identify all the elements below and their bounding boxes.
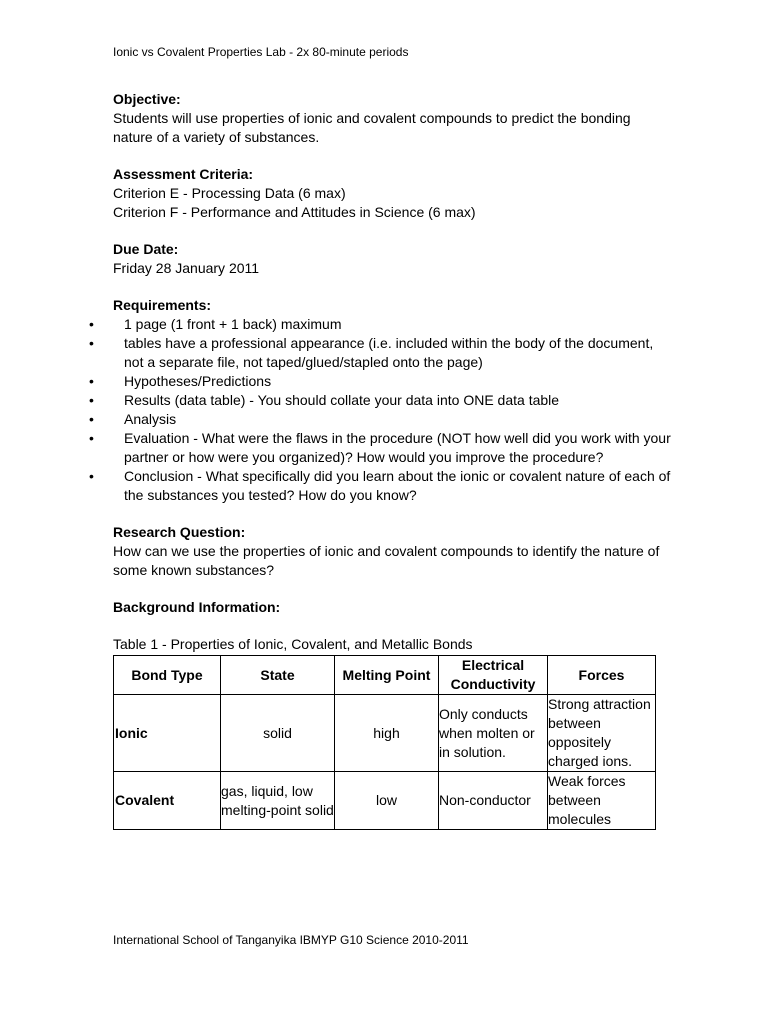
properties-table: [113, 655, 656, 830]
column-header: Electrical Conductivity: [439, 656, 548, 695]
table-cell: Ionic: [114, 695, 221, 772]
table-cell: Strong attraction between oppositely charged ions.: [548, 695, 656, 772]
column-header: State: [221, 656, 335, 695]
bullet-icon: •: [89, 411, 94, 427]
bullet-icon: •: [89, 335, 94, 351]
list-item: [89, 410, 673, 429]
requirement-text: 1 page (1 front + 1 back) maximum: [124, 316, 342, 332]
bullet-icon: •: [89, 430, 94, 446]
table-cell: Weak forces between molecules: [548, 772, 656, 830]
table-cell: solid: [221, 695, 335, 772]
table-cell: Only conducts when molten or in solution.: [439, 695, 548, 772]
list-item: [89, 372, 673, 391]
page-footer: International School of Tanganyika IBMYP G10 Science 2010-2011: [113, 933, 469, 947]
background-section: [113, 598, 673, 830]
assessment-section: [113, 165, 673, 222]
due-date-text: Friday 28 January 2011: [113, 260, 260, 276]
column-header: Forces: [548, 656, 656, 695]
list-item: [89, 429, 673, 467]
assessment-heading: Assessment Criteria:: [113, 166, 254, 182]
objective-section: [113, 90, 673, 147]
requirements-list: [89, 315, 673, 505]
table-cell: gas, liquid, low melting-point solid: [221, 772, 335, 830]
requirement-text: Analysis: [124, 411, 177, 427]
requirement-text: Evaluation - What were the flaws in the procedure (NOT how well did you work with your partner or how were you organized)? How would you improve the procedure?: [124, 430, 671, 465]
table-cell: low: [335, 772, 439, 830]
criterion-f: Criterion F - Performance and Attitudes in Science (6 max): [113, 204, 476, 220]
column-header: Melting Point: [335, 656, 439, 695]
list-item: [89, 391, 673, 410]
page-header: Ionic vs Covalent Properties Lab - 2x 80-minute periods: [113, 45, 409, 59]
research-question-section: [113, 523, 673, 580]
requirement-text: tables have a professional appearance (i.e. included within the body of the document, not a separate file, not taped/glued/stapled onto the page): [124, 335, 654, 370]
requirements-section: [89, 296, 673, 505]
requirement-text: Results (data table) - You should collate your data into ONE data table: [124, 392, 560, 408]
research-question-heading: Research Question:: [113, 524, 246, 540]
requirement-text: Conclusion - What specifically did you learn about the ionic or covalent nature of each of the substances you tested? How do you know?: [124, 468, 671, 503]
due-date-heading: Due Date:: [113, 241, 179, 257]
column-header: Bond Type: [114, 656, 221, 695]
research-question-text: How can we use the properties of ionic and covalent compounds to identify the nature of some known substances?: [113, 543, 660, 578]
objective-heading: Objective:: [113, 91, 181, 107]
table-cell: Covalent: [114, 772, 221, 830]
bullet-icon: •: [89, 468, 94, 484]
table-cell: Non-conductor: [439, 772, 548, 830]
bullet-icon: •: [89, 392, 94, 408]
table-row: [114, 772, 656, 830]
criterion-e: Criterion E - Processing Data (6 max): [113, 185, 346, 201]
table-header-row: [114, 656, 656, 695]
bullet-icon: •: [89, 316, 94, 332]
objective-text: Students will use properties of ionic and covalent compounds to predict the bonding nature of a variety of substances.: [113, 110, 631, 145]
list-item: [89, 315, 673, 334]
document-body: [89, 90, 673, 830]
table-caption: Table 1 - Properties of Ionic, Covalent, and Metallic Bonds: [113, 636, 473, 652]
background-heading: Background Information:: [113, 599, 281, 615]
table-cell: high: [335, 695, 439, 772]
requirement-text: Hypotheses/Predictions: [124, 373, 272, 389]
table-row: [114, 695, 656, 772]
bullet-icon: •: [89, 373, 94, 389]
due-date-section: [113, 240, 673, 278]
requirements-heading: Requirements:: [113, 297, 212, 313]
list-item: [89, 467, 673, 505]
list-item: [89, 334, 673, 372]
